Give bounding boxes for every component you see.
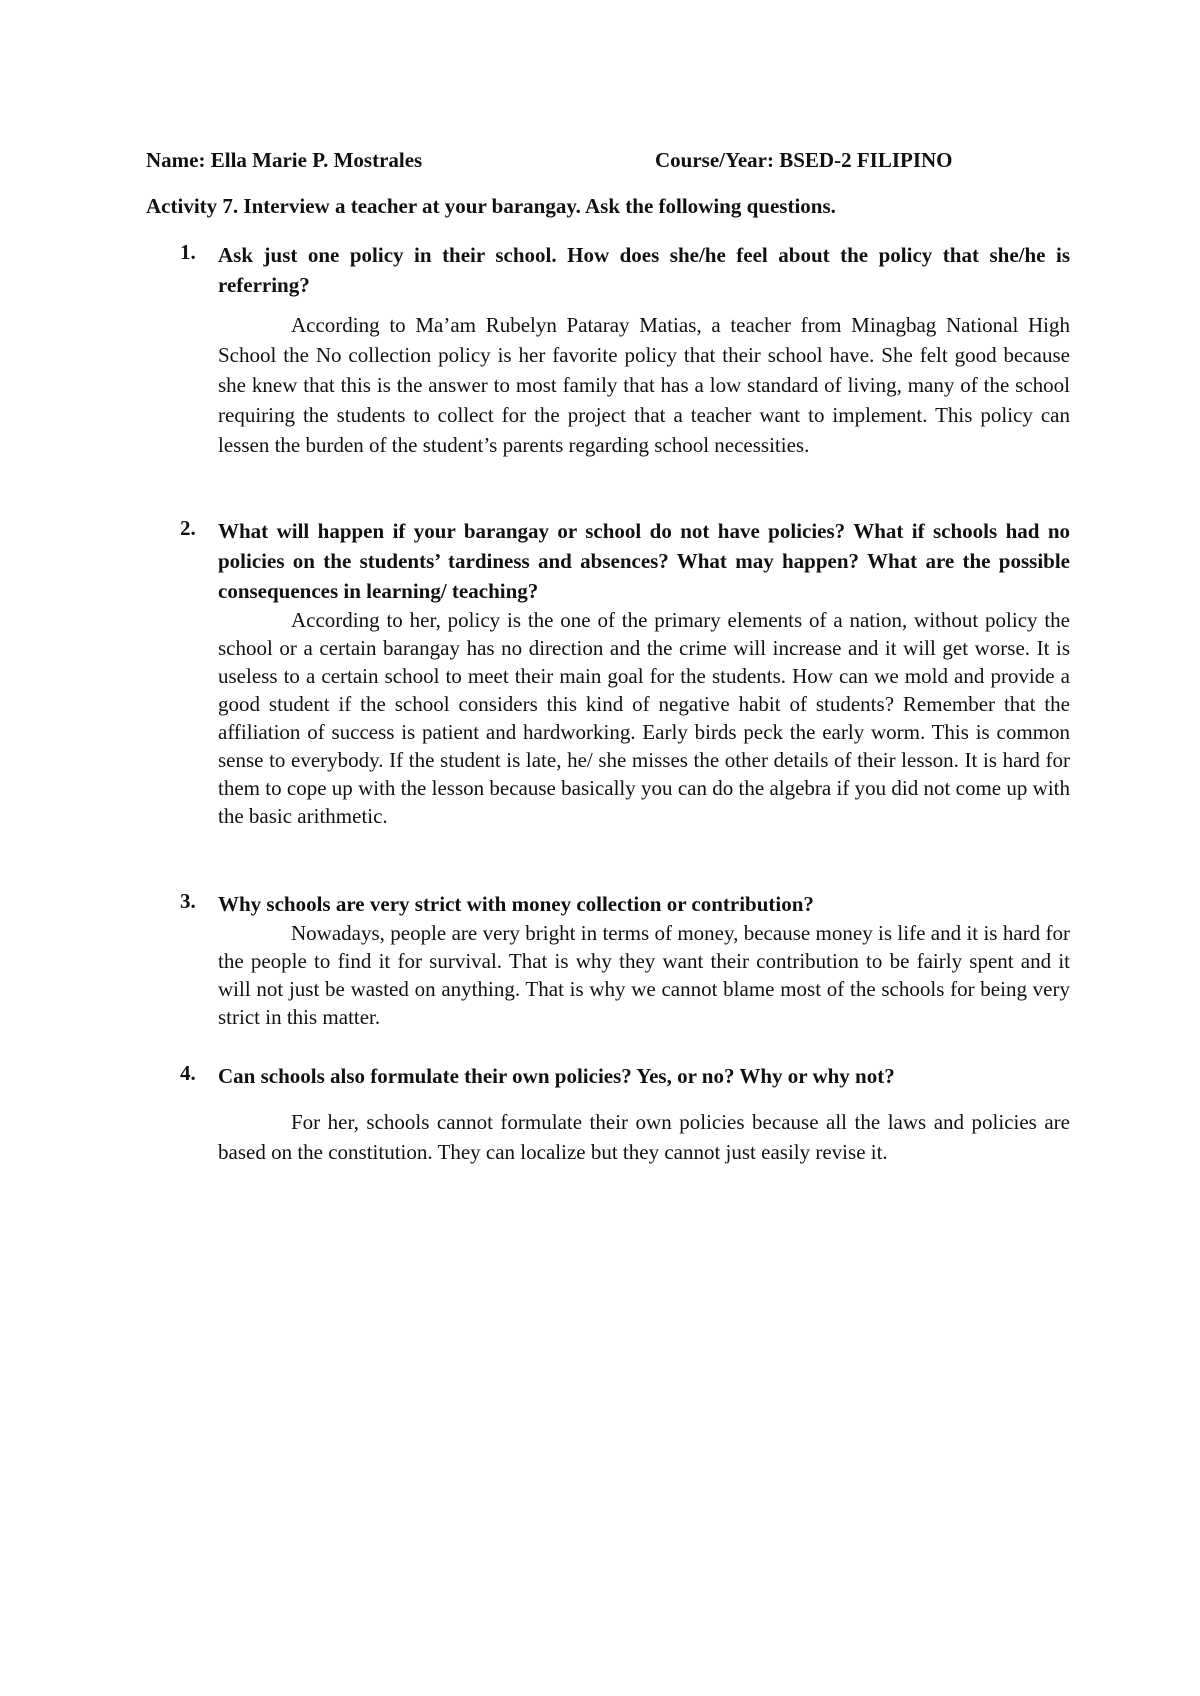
question-text: Can schools also formulate their own policies? Yes, or no? Why or why not? (218, 1064, 895, 1088)
question-text: What will happen if your barangay or school do not have policies? What if schools had no policies on the students’ tardiness and absences? What may happen? What are the possible consequences in learning/ teaching? (218, 519, 1070, 603)
course-year: Course/Year: BSED-2 FILIPINO (655, 148, 953, 172)
answer-text: For her, schools cannot formulate their own policies because all the laws and policies are based on the constitution. They can localize but they cannot just easily revise it. (218, 1110, 1070, 1164)
question-text: Ask just one policy in their school. How does she/he feel about the policy that she/he is referring? (218, 243, 1070, 297)
question-number: 1. (180, 240, 196, 264)
question-block-3 (180, 889, 1070, 1031)
header-row (146, 148, 1066, 176)
student-name: Name: Ella Marie P. Mostrales (146, 148, 423, 172)
question-number: 2. (180, 516, 196, 540)
activity-title: Activity 7. Interview a teacher at your barangay. Ask the following questions. (146, 194, 836, 218)
question-text: Why schools are very strict with money collection or contribution? (218, 892, 814, 916)
question-block-4 (180, 1061, 1070, 1167)
question-block-1 (180, 240, 1070, 460)
answer-text: According to her, policy is the one of the primary elements of a nation, without policy the school or a certain barangay has no direction and the crime will increase and it will get worse. It is useless to a certain school to meet their main goal for the students. How can we mold and provide a good student if the school considers this kind of negative habit of students? Remember that the affiliation of success is patient and hardworking. Early birds peck the early worm. This is common sense to everybody. If the student is late, he/ she misses the other details of their lesson. It is hard for them to cope up with the lesson because basically you can do the algebra if you did not come up with the basic arithmetic. (218, 608, 1070, 828)
question-number: 3. (180, 889, 196, 913)
question-block-2 (180, 516, 1070, 830)
answer-text: Nowadays, people are very bright in terms of money, because money is life and it is hard for the people to find it for survival. That is why they want their contribution to be fairly spent and it will not just be wasted on anything. That is why we cannot blame most of the schools for being very strict in this matter. (218, 921, 1070, 1029)
question-number: 4. (180, 1061, 196, 1085)
answer-text: According to Ma’am Rubelyn Pataray Matias, a teacher from Minagbag National High School the No collection policy is her favorite policy that their school have. She felt good because she knew that this is the answer to most family that has a low standard of living, many of the school requiring the students to collect for the project that a teacher want to implement. This policy can lessen the burden of the student’s parents regarding school necessities. (218, 313, 1070, 457)
